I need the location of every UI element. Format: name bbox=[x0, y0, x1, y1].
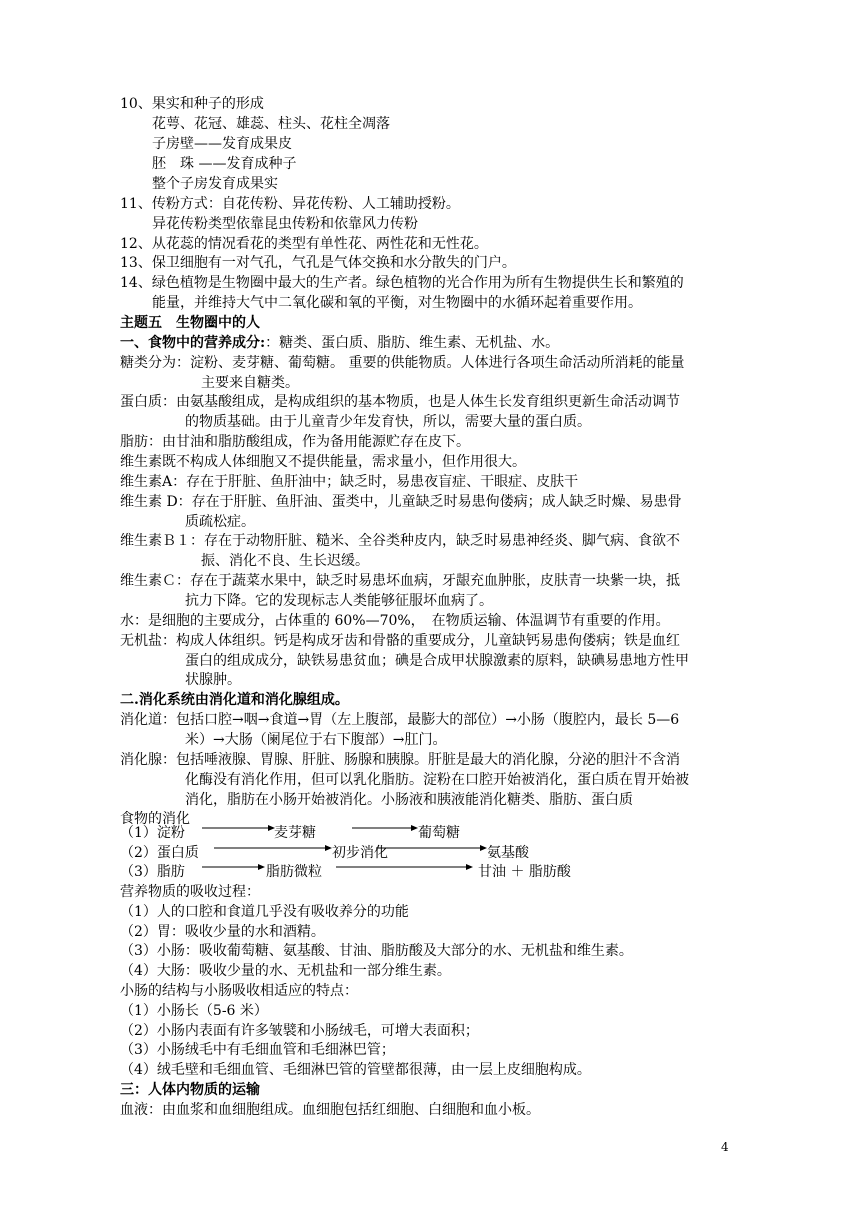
flow-step-fat-droplets: 脂肪微粒 bbox=[266, 864, 322, 880]
digestion-flow-protein bbox=[120, 843, 720, 863]
text-line: 蛋白的组成成分，缺铁易患贫血；碘是合成甲状腺激素的原料，缺碘易患地方性甲 bbox=[185, 653, 689, 669]
text-line: 14、绿色植物是生物圈中最大的生产者。绿色植物的光合作用为所有生物提供生长和繁殖的 bbox=[120, 275, 684, 291]
text-line: 维生素 D：存在于肝脏、鱼肝油、蛋类中，儿童缺乏时易患佝偻病；成人缺乏时燥、易患骨 bbox=[120, 494, 682, 510]
text-line: 花萼、花冠、雄蕊、柱头、花柱全凋落 bbox=[152, 116, 390, 132]
nutrients-line bbox=[120, 333, 559, 353]
text-line: 抗力下降。它的发现标志人类能够征服坏血病了。 bbox=[185, 593, 493, 609]
text-line: 胚 珠 ——发育成种子 bbox=[152, 156, 297, 172]
text-line: （1）小肠长（5-6 米） bbox=[120, 1003, 268, 1019]
text-line: 主要来自糖类。 bbox=[201, 375, 299, 391]
digestion-flow-starch bbox=[120, 823, 720, 843]
section-heading-nutrients: 一、食物中的营养成分: bbox=[120, 335, 266, 351]
text-line: 能量，并维持大气中二氧化碳和氧的平衡，对生物圈中的水循环起着重要作用。 bbox=[152, 295, 642, 311]
flow-step-initial-digestion: 初步消化 bbox=[332, 845, 388, 861]
text-line: 子房壁——发育成果皮 bbox=[152, 136, 292, 152]
text-line: ：糖类、蛋白质、脂肪、维生素、无机盐、水。 bbox=[265, 335, 560, 351]
text-line: 维生素A：存在于肝脏、鱼肝油中；缺乏时，易患夜盲症、干眼症、皮肤干 bbox=[120, 474, 579, 490]
flow-step-maltose: 麦芽糖 bbox=[274, 825, 316, 841]
text-line: 米）→大肠（阑尾位于右下腹部）→肛门。 bbox=[185, 732, 447, 748]
text-line: （4）绒毛壁和毛细血管、毛细淋巴管的管壁都很薄，由一层上皮细胞构成。 bbox=[120, 1062, 591, 1078]
text-line: 糖类分为：淀粉、麦芽糖、葡萄糖。 重要的供能物质。人体进行各项生命活动所消耗的能量 bbox=[120, 355, 685, 371]
text-line: 水：是细胞的主要成分，占体重的 60%—70%， 在物质运输、体温调节有重要的作用。 bbox=[120, 613, 670, 629]
flow-step-amino-acid: 氨基酸 bbox=[487, 845, 529, 861]
text-line: 营养物质的吸收过程： bbox=[120, 884, 260, 900]
text-line: 质疏松症。 bbox=[185, 514, 255, 530]
text-line: 小肠的结构与小肠吸收相适应的特点： bbox=[120, 983, 358, 999]
section-heading-digestive: 二.消化系统由消化道和消化腺组成。 bbox=[120, 692, 349, 708]
digestion-flow-fat bbox=[120, 862, 720, 882]
flow-arrows bbox=[120, 843, 720, 863]
section-title-theme5: 主题五 生物圈中的人 bbox=[120, 315, 260, 331]
text-line: 消化腺：包括唾液腺、胃腺、肝脏、肠腺和胰腺。肝脏是最大的消化腺，分泌的胆汁不含消 bbox=[120, 752, 680, 768]
text-line: 消化，脂肪在小肠开始被消化。小肠液和胰液能消化糖类、脂肪、蛋白质 bbox=[185, 792, 633, 808]
text-line: 异花传粉类型依靠昆虫传粉和依靠风力传粉 bbox=[152, 216, 418, 232]
text-line: 维生素Ｂ１：存在于动物肝脏、糙米、全谷类种皮内，缺乏时易患神经炎、脚气病、食欲不 bbox=[120, 533, 680, 549]
flow-step-protein: （2）蛋白质 bbox=[120, 845, 199, 861]
text-line: 状腺肿。 bbox=[185, 672, 241, 688]
flow-step-starch: （1）淀粉 bbox=[120, 825, 185, 841]
text-line: 消化道：包括口腔→咽→食道→胃（左上腹部，最膨大的部位）→小肠（腹腔内，最长 5—6 bbox=[120, 712, 680, 728]
text-line: 13、保卫细胞有一对气孔，气孔是气体交换和水分散失的门户。 bbox=[120, 255, 516, 271]
text-line: 食物的消化 bbox=[120, 811, 190, 827]
section-heading-transport: 三：人体内物质的运输 bbox=[120, 1082, 260, 1098]
text-line: （4）大肠：吸收少量的水、无机盐和一部分维生素。 bbox=[120, 963, 451, 979]
text-line: 维生素既不构成人体细胞又不提供能量，需求量小，但作用很大。 bbox=[120, 454, 526, 470]
text-line: 维生素Ｃ：存在于蔬菜水果中，缺乏时易患坏血病，牙龈充血肿胀，皮肤青一块紫一块，抵 bbox=[120, 573, 680, 589]
flow-step-glycerol-fatty-acid: 甘油 ＋ 脂肪酸 bbox=[478, 864, 571, 880]
flow-arrows bbox=[120, 862, 720, 882]
text-line: 12、从花蕊的情况看花的类型有单性花、两性花和无性花。 bbox=[120, 236, 488, 252]
text-line: 整个子房发育成果实 bbox=[152, 176, 278, 192]
text-line: （2）胃：吸收少量的水和酒精。 bbox=[120, 924, 325, 940]
flow-step-fat: （3）脂肪 bbox=[120, 864, 185, 880]
text-line: （3）小肠：吸收葡萄糖、氨基酸、甘油、脂肪酸及大部分的水、无机盐和维生素。 bbox=[120, 943, 633, 959]
text-line: 蛋白质：由氨基酸组成，是构成组织的基本物质，也是人体生长发育组织更新生命活动调节 bbox=[120, 394, 680, 410]
text-line: 振、消化不良、生长迟缓。 bbox=[201, 553, 369, 569]
text-line: 脂肪：由甘油和脂肪酸组成，作为备用能源贮存在皮下。 bbox=[120, 434, 470, 450]
flow-step-glucose: 葡萄糖 bbox=[418, 825, 460, 841]
text-line: 血液：由血浆和血细胞组成。血细胞包括红细胞、白细胞和血小板。 bbox=[120, 1102, 540, 1118]
text-line: （2）小肠内表面有许多皱襞和小肠绒毛，可增大表面积； bbox=[120, 1023, 479, 1039]
text-line: 11、传粉方式：自花传粉、异花传粉、人工辅助授粉。 bbox=[120, 196, 460, 212]
text-line: 化酶没有消化作用，但可以乳化脂肪。淀粉在口腔开始被消化，蛋白质在胃开始被 bbox=[185, 772, 689, 788]
page-number: 4 bbox=[721, 1140, 729, 1154]
text-line: 的物质基础。由于儿童青少年发育快，所以，需要大量的蛋白质。 bbox=[185, 414, 591, 430]
text-line: （1）人的口腔和食道几乎没有吸收养分的功能 bbox=[120, 904, 409, 920]
heading-fruit-seed: 10、果实和种子的形成 bbox=[120, 96, 264, 112]
text-line: 无机盐：构成人体组织。钙是构成牙齿和骨骼的重要成分，儿童缺钙易患佝偻病；铁是血红 bbox=[120, 633, 680, 649]
text-line: （3）小肠绒毛中有毛细血管和毛细淋巴管； bbox=[120, 1042, 395, 1058]
